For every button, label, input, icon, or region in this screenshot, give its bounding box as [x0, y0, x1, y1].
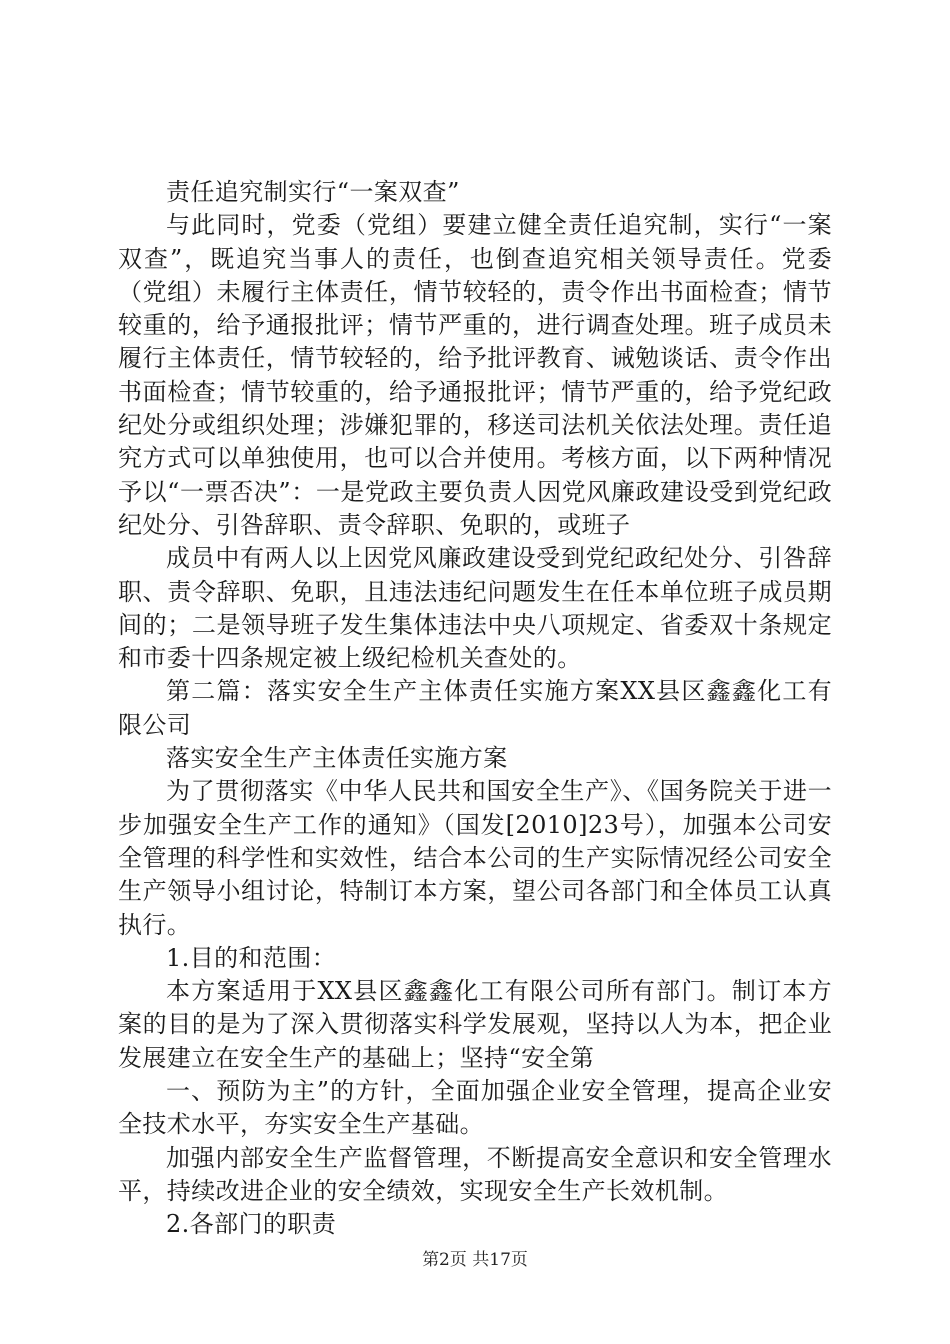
document-body	[118, 176, 832, 1242]
paragraph-plan-intro: 为了贯彻落实《中华人民共和国安全生产》、《国务院关于进一步加强安全生产工作的通知》（国发[2010]23号），加强本公司安全管理的科学性和实效性，结合本公司的生产实际情况经公司安全生产领导小组讨论，特制订本方案，望公司各部门和全体员工认真执行。	[118, 777, 832, 939]
paragraph-heading-accountability: 责任追究制实行“一案双查”	[166, 178, 460, 206]
paragraph-supervision: 加强内部安全生产监督管理，不断提高安全意识和安全管理水平，持续改进企业的安全绩效，实现安全生产长效机制。	[118, 1143, 832, 1205]
paragraph-part-two-title: 第二篇：落实安全生产主体责任实施方案XX县区鑫鑫化工有限公司	[118, 677, 832, 739]
paragraph-section-1-heading: 1.目的和范围：	[166, 943, 337, 972]
paragraph-section-2-heading: 2.各部门的职责	[166, 1210, 337, 1239]
page-number-footer: 第2页 共17页	[422, 1250, 528, 1270]
paragraph-accountability-details: 与此同时，党委（党组）要建立健全责任追究制，实行“一案双查”，既追究当事人的责任，也倒查追究相关领导责任。党委（党组）未履行主体责任，情节较轻的，责令作出书面检查；情节较重的，给予通报批评；情节严重的，进行调查处理。班子成员未履行主体责任，情节较轻的，给予批评教育、诫勉谈话、责令作出书面检查；情节较重的，给予通报批评；情节严重的，给予党纪政纪处分或组织处理；涉嫌犯罪的，移送司法机关依法处理。责任追究方式可以单独使用，也可以合并使用。考核方面，以下两种情况予以“一票否决”：一是党政主要负责人因党风廉政建设受到党纪政纪处分、引咎辞职、责令辞职、免职的，或班子	[118, 211, 832, 539]
paragraph-scope: 本方案适用于XX县区鑫鑫化工有限公司所有部门。制订本方案的目的是为了深入贯彻落实科学发展观，坚持以人为本，把企业发展建立在安全生产的基础上；坚持“安全第	[118, 977, 832, 1072]
paragraph-policy: 一、预防为主”的方针，全面加强企业安全管理，提高企业安全技术水平，夯实安全生产基础。	[118, 1077, 832, 1139]
paragraph-plan-title: 落实安全生产主体责任实施方案	[166, 744, 508, 773]
paragraph-accountability-continued: 成员中有两人以上因党风廉政建设受到党纪政纪处分、引咎辞职、责令辞职、免职，且违法违纪问题发生在任本单位班子成员期间的；二是领导班子发生集体违法中央八项规定、省委双十条规定和市委十四条规定被上级纪检机关查处的。	[118, 544, 832, 673]
